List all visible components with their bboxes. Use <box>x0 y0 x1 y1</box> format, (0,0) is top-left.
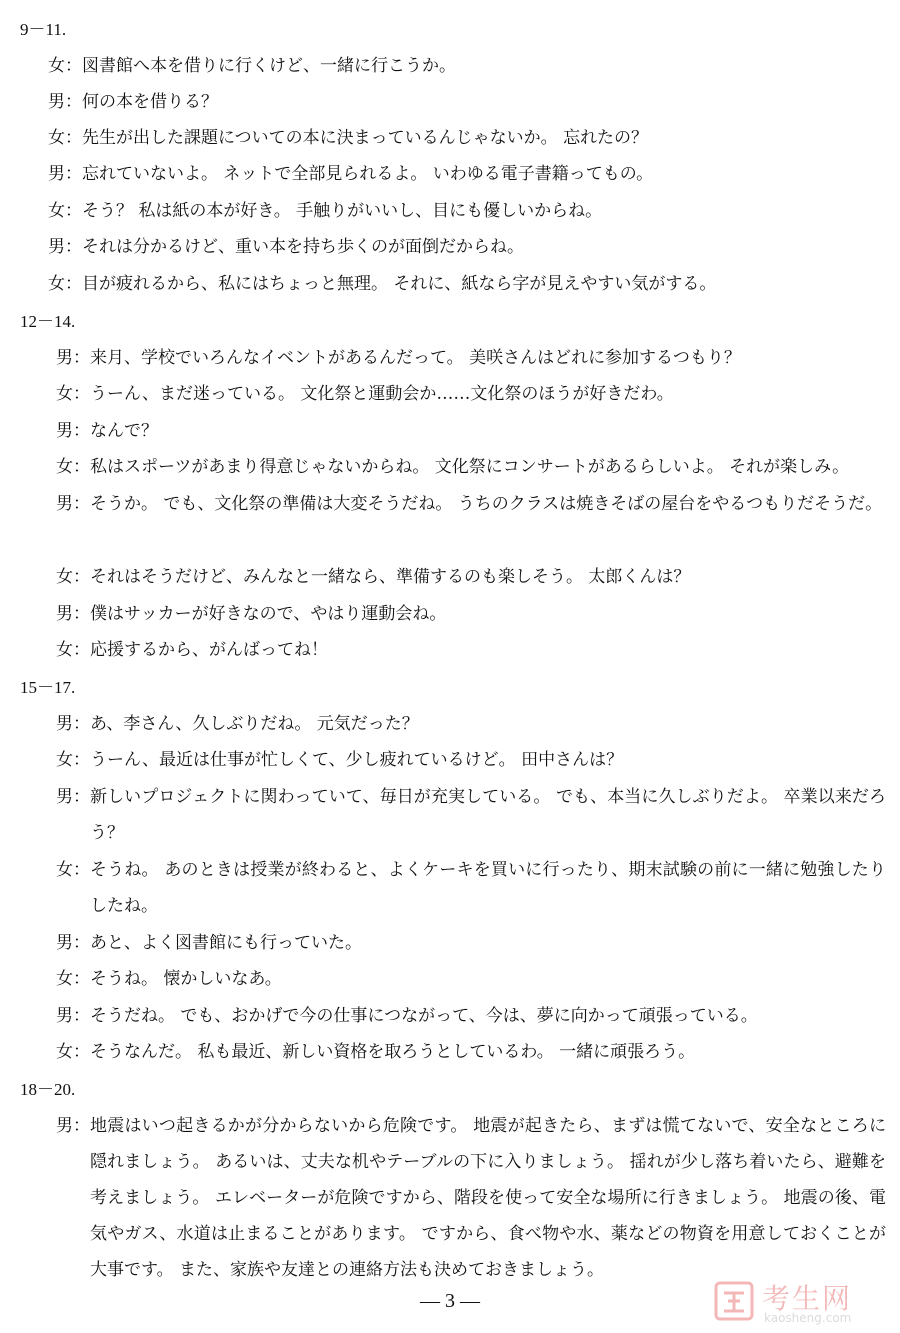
dialogue-line <box>48 120 888 156</box>
dialogue-line <box>56 1034 886 1070</box>
speaker-label: 女： <box>48 274 82 294</box>
dialogue-text: 目が疲れるから、私にはちょっと無理。 それに、紙なら字が見えやすい気がする。 <box>82 274 717 294</box>
watermark <box>714 1277 894 1329</box>
dialogue-line <box>56 340 886 376</box>
section-heading: 9－11. <box>20 20 67 39</box>
speaker-label: 男： <box>48 92 82 112</box>
page-number: — 3 — <box>420 1290 480 1312</box>
dialogue-text: 新しいプロジェクトに関わっていて、毎日が充実している。 でも、本当に久しぶりだよ。 卒業以来だろう？ <box>90 787 886 843</box>
dialogue-line <box>56 632 886 668</box>
speaker-label: 女： <box>48 201 82 221</box>
speaker-label: 女： <box>56 750 90 770</box>
dialogue-line <box>48 266 888 302</box>
dialogue-text: そうか。 でも、文化祭の準備は大変そうだね。 うちのクラスは焼きそばの屋台をやるつもりだそうだ。 <box>90 494 883 514</box>
speaker-label: 男： <box>48 164 82 184</box>
dialogue-text: 地震はいつ起きるかが分からないから危険です。 地震が起きたら、まずは慌てないで、安全なところに隠れましょう。 あるいは、丈夫な机やテーブルの下に入りましょう。 揺れが少し落ち着いたら、避難を考えましょう。 エレベーターが危険ですから、階段を使って安全な場所に行きましょう。 地震の後、電気やガス、水道は止まることがあります。 ですから、食べ物や水、薬などの物資を用意しておくことが大事です。 また、家族や友達との連絡方法も決めておきましょう。 <box>90 1116 886 1280</box>
dialogue-text: それは分かるけど、重い本を持ち歩くのが面倒だからね。 <box>82 237 524 257</box>
dialogue-line <box>56 925 886 961</box>
dialogue-text: あ、李さん、久しぶりだね。 元気だった？ <box>90 714 419 734</box>
dialogue-text: あと、よく図書館にも行っていた。 <box>90 933 362 953</box>
dialogue-line <box>56 486 886 522</box>
dialogue-line <box>48 156 888 192</box>
dialogue-text: そうだね。 でも、おかげで今の仕事につながって、今は、夢に向かって頑張っている。 <box>90 1006 758 1026</box>
dialogue-line <box>56 376 886 412</box>
speaker-label: 男： <box>56 933 90 953</box>
dialogue-line <box>48 229 888 265</box>
speaker-label: 女： <box>48 56 82 76</box>
dialogue-text: 先生が出した課題についての本に決まっているんじゃないか。 忘れたの？ <box>82 128 649 148</box>
dialogue-line <box>56 413 886 449</box>
speaker-label: 女： <box>56 969 90 989</box>
dialogue-line <box>56 742 886 778</box>
dialogue-text: 忘れていないよ。 ネットで全部見られるよ。 いわゆる電子書籍ってもの。 <box>82 164 654 184</box>
speaker-label: 男： <box>56 494 90 514</box>
watermark-logo-icon <box>714 1281 754 1321</box>
dialogue-text: うーん、最近は仕事が忙しくて、少し疲れているけど。 田中さんは？ <box>90 750 624 770</box>
dialogue-text: そうね。 あのときは授業が終わると、よくケーキを買いに行ったり、期末試験の前に一緒に勉強したりしたね。 <box>90 860 886 916</box>
speaker-label: 男： <box>56 787 90 807</box>
speaker-label: 男： <box>56 421 90 441</box>
dialogue-line <box>56 998 886 1034</box>
dialogue-text: 何の本を借りる？ <box>82 92 218 112</box>
dialogue-text: なんで？ <box>90 421 158 441</box>
speaker-label: 女： <box>56 457 90 477</box>
watermark-text: 考生网 <box>762 1282 853 1315</box>
dialogue-text: うーん、まだ迷っている。 文化祭と運動会か……文化祭のほうが好きだわ。 <box>90 384 674 404</box>
section-heading: 15－17. <box>20 678 76 697</box>
speaker-label: 女： <box>56 860 90 880</box>
speaker-label: 男： <box>56 1006 90 1026</box>
dialogue-line <box>56 596 886 632</box>
watermark-url: kaosheng.com <box>764 1311 852 1325</box>
speaker-label: 女： <box>56 384 90 404</box>
dialogue-line <box>56 706 886 742</box>
dialogue-line <box>48 48 888 84</box>
speaker-label: 男： <box>56 1116 90 1136</box>
dialogue-text: それはそうだけど、みんなと一緒なら、準備するのも楽しそう。 太郎くんは？ <box>90 567 691 587</box>
speaker-label: 男： <box>48 237 82 257</box>
speaker-label: 男： <box>56 348 90 368</box>
dialogue-line <box>56 449 886 485</box>
dialogue-text: 図書館へ本を借りに行くけど、一緒に行こうか。 <box>82 56 456 76</box>
dialogue-text: そうね。 懐かしいなあ。 <box>90 969 282 989</box>
dialogue-line <box>48 193 888 229</box>
speaker-label: 女： <box>48 128 82 148</box>
speaker-label: 女： <box>56 640 90 660</box>
speaker-label: 女： <box>56 567 90 587</box>
dialogue-line <box>48 84 888 120</box>
section-heading: 18－20. <box>20 1080 76 1099</box>
dialogue-line <box>56 779 886 851</box>
speaker-label: 女： <box>56 1042 90 1062</box>
dialogue-line <box>56 1108 886 1288</box>
speaker-label: 男： <box>56 604 90 624</box>
dialogue-line <box>56 852 886 924</box>
dialogue-line <box>56 961 886 997</box>
speaker-label: 男： <box>56 714 90 734</box>
dialogue-text: 来月、学校でいろんなイベントがあるんだって。 美咲さんはどれに参加するつもり？ <box>90 348 741 368</box>
dialogue-text: 僕はサッカーが好きなので、やはり運動会ね。 <box>90 604 447 624</box>
dialogue-line <box>56 559 886 595</box>
dialogue-text: 応援するから、がんばってね！ <box>90 640 328 660</box>
dialogue-text: そうなんだ。 私も最近、新しい資格を取ろうとしているわ。 一緒に頑張ろう。 <box>90 1042 696 1062</box>
dialogue-text: 私はスポーツがあまり得意じゃないからね。 文化祭にコンサートがあるらしいよ。 それが楽しみ。 <box>90 457 850 477</box>
dialogue-text: そう？ 私は紙の本が好き。 手触りがいいし、目にも優しいからね。 <box>82 201 603 221</box>
section-heading: 12－14. <box>20 312 76 331</box>
